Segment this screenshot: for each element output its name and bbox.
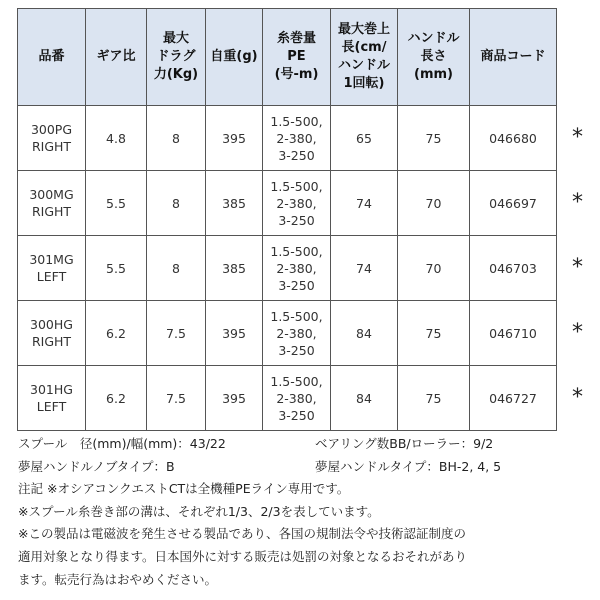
table-body	[18, 106, 557, 431]
max-retrieve-cell: 74	[331, 171, 398, 236]
max-drag-cell: 7.5	[147, 301, 206, 366]
header-text: 力(Kg)	[153, 67, 199, 82]
product-code-cell: 046697	[470, 171, 557, 236]
header-handle-length	[398, 9, 470, 106]
model-cell	[18, 366, 86, 431]
weight-cell: 395	[206, 301, 263, 366]
header-text: ハンドル	[407, 31, 460, 46]
product-code-cell: 046703	[470, 236, 557, 301]
bearing-count: ベアリング数BB/ローラー：9/2	[315, 436, 494, 451]
product-code-cell: 046710	[470, 301, 557, 366]
max-drag-cell: 8	[147, 236, 206, 301]
model-cell-line: RIGHT	[31, 139, 72, 154]
header-model	[18, 9, 86, 106]
handle-length-cell: 70	[398, 171, 470, 236]
product-code-cell: 046680	[470, 106, 557, 171]
model-cell-line: 301MG	[29, 252, 74, 267]
note-electromagnetic-2: 適用対象となり得ます。日本国外に対する販売は処罰の対象となるおそれがあり	[18, 548, 468, 564]
handle-type: 夢屋ハンドルタイプ：BH-2, 4, 5	[315, 458, 502, 474]
line-capacity-cell-line: 1.5-500,	[270, 308, 323, 324]
line-capacity-cell	[263, 171, 331, 236]
max-drag-cell: 7.5	[147, 366, 206, 431]
header-text: ドラグ	[156, 49, 196, 64]
spool-size: スプール 径(mm)/幅(mm)：43/22	[18, 436, 226, 451]
model-cell	[18, 301, 86, 366]
table-row	[18, 366, 557, 431]
model-cell-line: LEFT	[36, 399, 67, 414]
line-capacity-cell-line: 3-250	[278, 407, 315, 423]
line-capacity-cell-line: 3-250	[278, 277, 315, 293]
weight-cell: 395	[206, 366, 263, 431]
header-gear-ratio	[86, 9, 147, 106]
line-capacity-cell	[263, 236, 331, 301]
header-text: 品番	[38, 49, 65, 64]
line-capacity-cell	[263, 366, 331, 431]
model-cell-line: 300HG	[30, 317, 73, 332]
header-text: (号-m)	[274, 67, 319, 82]
product-code-cell: 046727	[470, 366, 557, 431]
handle-length-cell: 75	[398, 301, 470, 366]
line-capacity-cell-line: 1.5-500,	[270, 243, 323, 259]
weight-cell: 385	[206, 236, 263, 301]
table-row	[18, 171, 557, 236]
knob-type: 夢屋ハンドルノブタイプ：B	[18, 458, 175, 474]
gear-ratio-cell: 5.5	[86, 236, 147, 301]
handle-length-cell: 70	[398, 236, 470, 301]
header-text: 最大	[162, 31, 189, 46]
asterisk-mark: *	[572, 190, 583, 215]
max-retrieve-cell: 65	[331, 106, 398, 171]
model-cell-line: 300MG	[29, 187, 74, 202]
line-capacity-cell-line: 2-380,	[276, 130, 317, 146]
model-cell-line: RIGHT	[31, 204, 72, 219]
note-spool-groove: ※スプール糸巻き部の溝は、それぞれ1/3、2/3を表しています。	[18, 503, 380, 519]
header-text: (mm)	[414, 67, 453, 82]
max-drag-cell: 8	[147, 171, 206, 236]
line-capacity-cell-line: 3-250	[278, 147, 315, 163]
model-cell-line: 301HG	[30, 382, 73, 397]
note-resale: ます。転売行為はおやめください。	[18, 571, 218, 587]
model-cell-line: LEFT	[36, 269, 67, 284]
weight-cell: 385	[206, 171, 263, 236]
header-text: 糸巻量	[276, 31, 316, 46]
model-cell	[18, 236, 86, 301]
gear-ratio-cell: 6.2	[86, 366, 147, 431]
weight-cell: 395	[206, 106, 263, 171]
asterisk-mark: *	[572, 385, 583, 410]
table-row	[18, 301, 557, 366]
header-row	[18, 9, 557, 106]
asterisk-mark: *	[572, 320, 583, 345]
max-drag-cell: 8	[147, 106, 206, 171]
header-text: 自重(g)	[210, 49, 258, 64]
model-cell-line: RIGHT	[31, 334, 72, 349]
header-text: PE	[287, 49, 306, 64]
asterisk-mark: *	[572, 255, 583, 280]
max-retrieve-cell: 84	[331, 301, 398, 366]
header-product-code	[470, 9, 557, 106]
table-row	[18, 106, 557, 171]
header-max-drag	[147, 9, 206, 106]
model-cell	[18, 171, 86, 236]
table-row	[18, 236, 557, 301]
header-text: 長(cm/	[341, 40, 387, 55]
header-text: ハンドル	[337, 58, 390, 73]
model-cell-line: 300PG	[30, 122, 73, 137]
line-capacity-cell-line: 2-380,	[276, 195, 317, 211]
handle-length-cell: 75	[398, 366, 470, 431]
notes	[18, 433, 588, 591]
header-weight	[206, 9, 263, 106]
header-text: 1回転)	[343, 76, 385, 91]
note-electromagnetic-1: ※この製品は電磁波を発生させる製品であり、各国の規制法令や技術認証制度の	[18, 526, 466, 542]
max-retrieve-cell: 84	[331, 366, 398, 431]
line-capacity-cell-line: 3-250	[278, 212, 315, 228]
spool-bearing-row	[18, 433, 588, 456]
header-line-capacity	[263, 9, 331, 106]
header-text: ギア比	[96, 49, 136, 64]
header-text: 最大巻上	[337, 22, 390, 37]
line-capacity-cell-line: 3-250	[278, 342, 315, 358]
header-text: 商品コード	[480, 49, 546, 64]
header-text: 長さ	[420, 49, 447, 64]
handle-type-row	[18, 456, 588, 479]
gear-ratio-cell: 5.5	[86, 171, 147, 236]
line-capacity-cell-line: 1.5-500,	[270, 178, 323, 194]
line-capacity-cell-line: 2-380,	[276, 390, 317, 406]
max-retrieve-cell: 74	[331, 236, 398, 301]
line-capacity-cell-line: 1.5-500,	[270, 113, 323, 129]
line-capacity-cell-line: 2-380,	[276, 325, 317, 341]
line-capacity-cell-line: 1.5-500,	[270, 373, 323, 389]
spec-table	[17, 8, 557, 431]
handle-length-cell: 75	[398, 106, 470, 171]
model-cell	[18, 106, 86, 171]
gear-ratio-cell: 6.2	[86, 301, 147, 366]
line-capacity-cell	[263, 301, 331, 366]
line-capacity-cell-line: 2-380,	[276, 260, 317, 276]
asterisk-mark: *	[572, 125, 583, 150]
note-pe-only: 注記 ※オシアコンクエストCTは全機種PEライン専用です。	[18, 481, 350, 497]
gear-ratio-cell: 4.8	[86, 106, 147, 171]
line-capacity-cell	[263, 106, 331, 171]
header-max-retrieve	[331, 9, 398, 106]
